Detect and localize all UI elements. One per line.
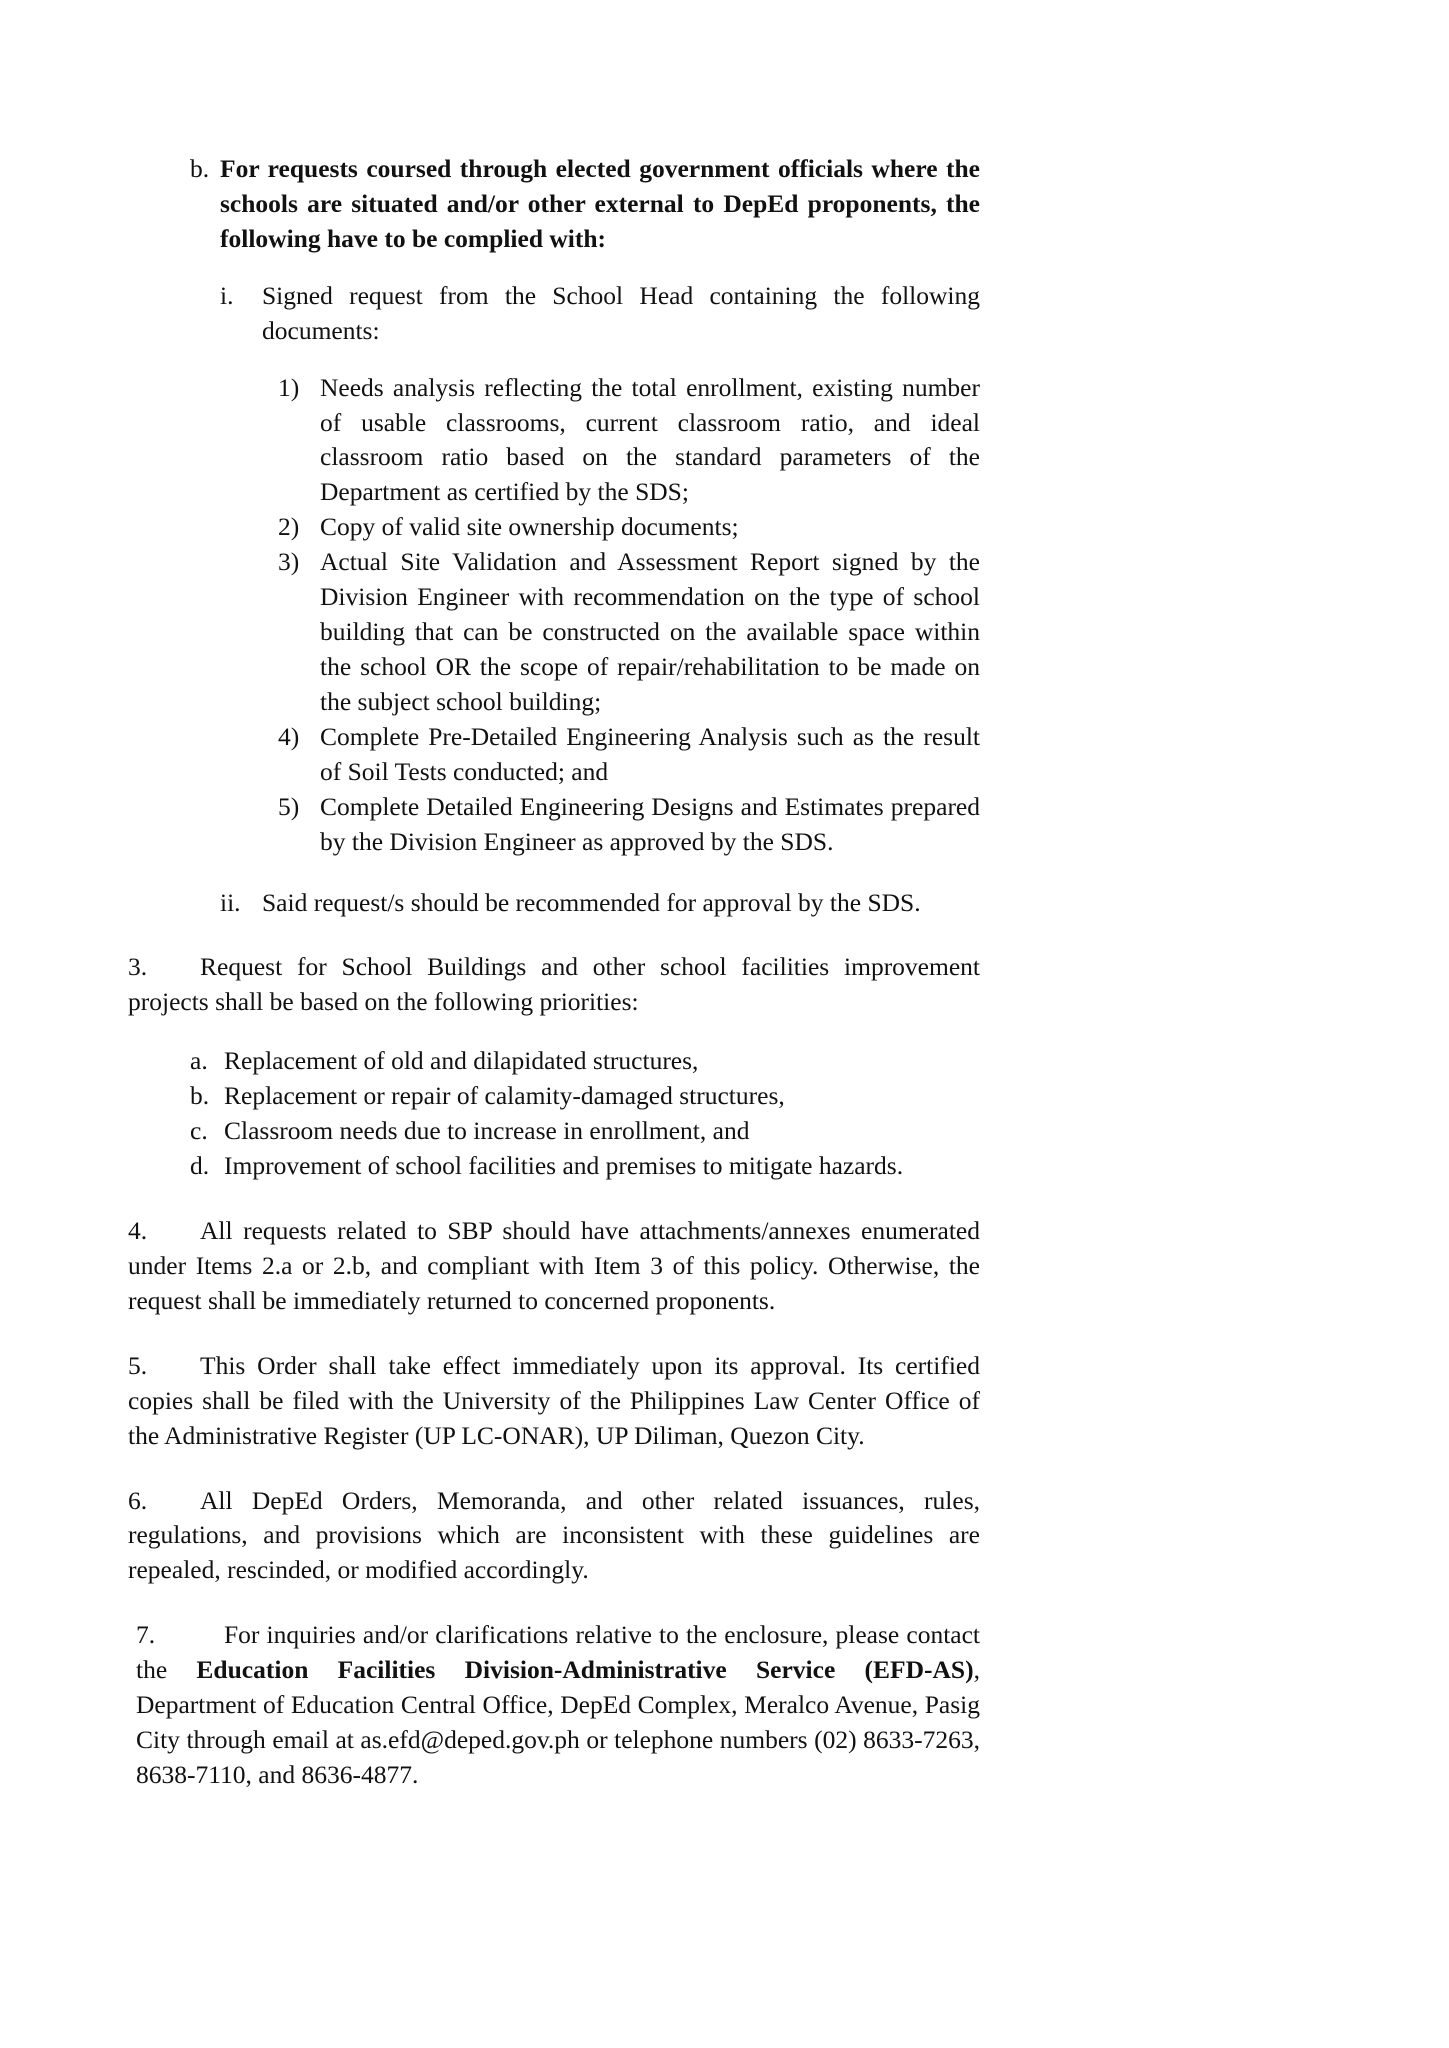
list-marker: d. <box>190 1151 210 1181</box>
office-name-efd-as: Education Facilities Division-Administrative Service (EFD-AS) <box>196 1655 974 1685</box>
paragraph-number-5: 5. <box>128 1350 148 1380</box>
list-text: Improvement of school facilities and premises to mitigate hazards. <box>224 1151 904 1181</box>
paragraph-text-4: All requests related to SBP should have attachments/annexes enumerated under Items 2.a or 2.b, and compliant with Item 3 of this policy. Otherwise, the request shall be immediately returned to concerned proponents. <box>128 1215 980 1315</box>
list-marker: b. <box>190 1081 210 1111</box>
list-text-b: For requests coursed through elected government officials where the schools are situated and/or other external to DepEd proponents, the following have to be complied with: <box>220 154 980 253</box>
list-text: Needs analysis reflecting the total enrollment, existing number of usable classrooms, current classroom ratio, and ideal classroom ratio based on the standard parameters of the Department as certified by the SDS; <box>320 372 980 507</box>
list-marker-b: b. <box>190 154 210 183</box>
paragraph-6 <box>128 1484 980 1589</box>
paragraph-text-5: This Order shall take effect immediately upon its approval. Its certified copies shall be filed with the University of the Philippines Law Center Office of the Administrative Register (UP LC-ONAR), UP Diliman, Quezon City. <box>128 1350 980 1450</box>
list-item-b <box>190 152 980 257</box>
list-marker: 1) <box>278 372 300 402</box>
list-marker: 4) <box>278 721 300 751</box>
list-marker: a. <box>190 1046 208 1076</box>
paragraph-number-7: 7. <box>136 1620 156 1650</box>
paragraph-number-3: 3. <box>128 952 148 982</box>
list-text: Complete Pre-Detailed Engineering Analysis such as the result of Soil Tests conducted; and <box>320 721 980 786</box>
paragraph-text-7-after: , Department of Education Central Office, DepEd Complex, Meralco Avenue, Pasig City through email at as.efd@deped.gov.ph or telephone numbers (02) 8633-7263, 8638-7110, and 8636-4877. <box>136 1655 980 1789</box>
list-text: Replacement or repair of calamity-damaged structures, <box>224 1081 785 1111</box>
priorities-list <box>190 1044 980 1184</box>
numbered-document-list <box>278 371 980 860</box>
paragraph-number-4: 4. <box>128 1215 148 1245</box>
list-marker-roman-ii: ii. <box>220 887 241 917</box>
paragraph-4 <box>128 1214 980 1319</box>
list-text: Copy of valid site ownership documents; <box>320 512 739 542</box>
list-item <box>190 1114 980 1149</box>
list-item <box>190 1079 980 1114</box>
list-text: Classroom needs due to increase in enrollment, and <box>224 1116 750 1146</box>
list-text: Actual Site Validation and Assessment Report signed by the Division Engineer with recommendation on the type of school building that can be constructed on the available space within the school OR the scope of repair/rehabilitation to be made on the subject school building; <box>320 547 980 716</box>
list-text-roman-i: Signed request from the School Head containing the following documents: <box>262 280 980 345</box>
list-item <box>278 510 980 545</box>
list-marker: 2) <box>278 512 300 542</box>
list-text: Complete Detailed Engineering Designs and Estimates prepared by the Division Engineer as approved by the SDS. <box>320 791 980 856</box>
paragraph-5 <box>128 1349 980 1454</box>
list-marker: c. <box>190 1116 208 1146</box>
list-item-roman-ii <box>220 886 980 921</box>
list-item <box>278 720 980 790</box>
list-marker: 5) <box>278 791 300 821</box>
list-item-roman-i <box>220 279 980 349</box>
list-marker-roman-i: i. <box>220 280 234 310</box>
paragraph-text-6: All DepEd Orders, Memoranda, and other related issuances, rules, regulations, and provisions which are inconsistent with these guidelines are repealed, rescinded, or modified accordingly. <box>128 1485 980 1585</box>
paragraph-number-6: 6. <box>128 1485 148 1515</box>
list-item <box>278 371 980 511</box>
list-item <box>278 790 980 860</box>
list-marker: 3) <box>278 547 300 577</box>
list-item <box>190 1044 980 1079</box>
list-text: Replacement of old and dilapidated structures, <box>224 1046 699 1076</box>
paragraph-text-3: Request for School Buildings and other school facilities improvement projects shall be based on the following priorities: <box>128 952 980 1017</box>
list-item <box>278 545 980 720</box>
paragraph-text-7-before: For inquiries and/or clarifications relative to the enclosure, please contact the <box>136 1620 980 1685</box>
paragraph-7 <box>136 1618 980 1793</box>
list-item <box>190 1149 980 1184</box>
list-text-roman-ii: Said request/s should be recommended for approval by the SDS. <box>262 887 921 917</box>
paragraph-3 <box>128 950 980 1020</box>
page-content <box>128 152 980 1793</box>
